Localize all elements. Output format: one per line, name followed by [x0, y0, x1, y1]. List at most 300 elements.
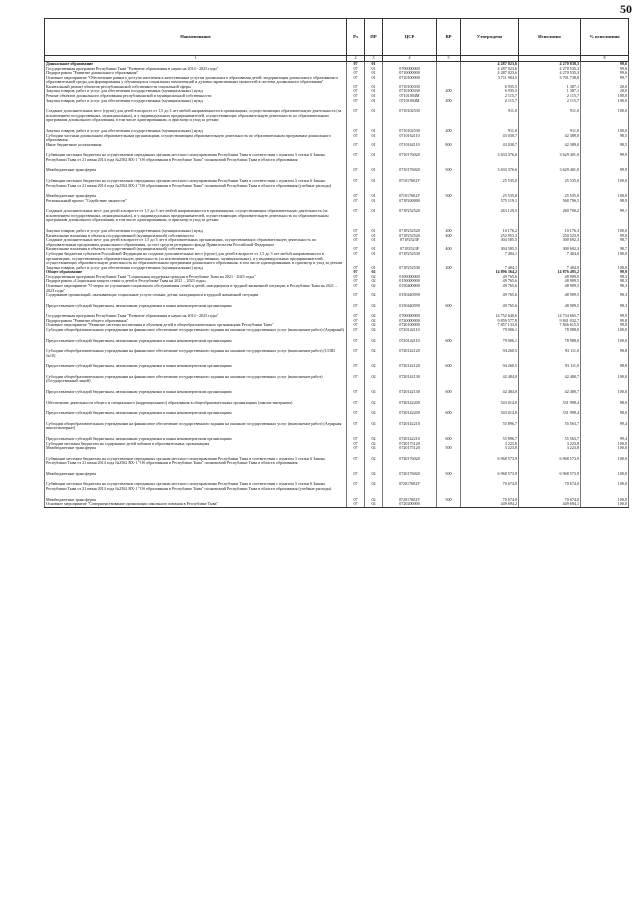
row-percent: 98,7 [581, 247, 629, 252]
row-rz: 07 [347, 179, 365, 188]
row-approved: 42 484,0 [461, 390, 519, 395]
row-percent: 100,0 [581, 328, 629, 333]
row-name: Субвенции местным бюджетам на осуществление переданных органам местного самоуправления Республики Тыва в соответствии с пунктом 3 статьи 6 Закона Республики Тыва от 21 июня 2014 года №2562 ВХ-1 "Об образовании в Республике Тыва" полномочий Республики Тыва в области образования [45, 153, 347, 162]
col-header-approved: Утверждено [461, 19, 519, 56]
row-rz: 07 [347, 401, 365, 406]
row-vr: 600 [437, 304, 461, 309]
row-vr [437, 349, 461, 358]
row-rz: 07 [347, 275, 365, 280]
row-percent: 100,0 [581, 502, 629, 507]
row-executed: 1 387,1 [519, 89, 581, 94]
row-csr: 0710176020 [383, 153, 437, 162]
row-rz: 07 [347, 498, 365, 503]
row-executed: 55 563,7 [519, 422, 581, 431]
row-pr: 02 [365, 284, 383, 293]
row-name: Содержание организаций, оказывающих социальные услуги семьям, детям, находящимся в трудной жизненной ситуации [45, 293, 347, 298]
row-vr [437, 457, 461, 466]
row-vr: 200 [437, 129, 461, 134]
row-approved: 49 765,6 [461, 293, 519, 298]
row-rz: 07 [347, 339, 365, 344]
row-approved: 304 585,5 [461, 247, 519, 252]
row-percent: 99,7 [581, 76, 629, 85]
row-name: Предоставление субсидий бюджетным, автономным учреждениям и иным некоммерческим организациям [45, 390, 347, 395]
row-csr: 0710176020 [383, 168, 437, 173]
row-rz: 07 [347, 209, 365, 223]
row-name: Закупка товаров, работ и услуг для обеспечения государственных (муниципальных) нужд [45, 99, 347, 104]
row-rz: 07 [347, 153, 365, 162]
row-executed: 14 876 495,2 [519, 270, 581, 275]
row-pr: 02 [365, 442, 383, 447]
row-vr: 600 [437, 390, 461, 395]
row-percent: 99,6 [581, 62, 629, 67]
row-approved: 70 674,0 [461, 498, 519, 503]
row-approved: 6 968 573,9 [461, 472, 519, 477]
row-executed: 7 404,0 [519, 252, 581, 266]
row-executed: 4 270 535,3 [519, 71, 581, 76]
row-pr: 02 [365, 364, 383, 369]
row-percent: 100,0 [581, 375, 629, 384]
row-approved: 55 896,7 [461, 422, 519, 431]
row-name: Субсидии общеобразовательным учреждениям на финансовое обеспечение государственного задания на оказание государственных услуг (выполнение работ) (Государственный лицей) [45, 375, 347, 384]
row-executed: 3 223,8 [519, 442, 581, 447]
row-approved: 6 935,5 [461, 89, 519, 94]
row-rz: 07 [347, 168, 365, 173]
col-num: 2 [347, 56, 365, 62]
row-approved: 2 115,7 [461, 99, 519, 104]
row-percent: 100,0 [581, 94, 629, 99]
row-percent: 99,4 [581, 437, 629, 442]
row-percent: 100,0 [581, 472, 629, 477]
row-approved: 6 968 573,9 [461, 457, 519, 466]
row-name: Межбюджетные трансферты [45, 446, 347, 451]
row-rz: 07 [347, 437, 365, 442]
row-approved: 79 006,1 [461, 339, 519, 344]
table-row [45, 457, 629, 466]
row-rz: 07 [347, 94, 365, 99]
row-percent: 99,1 [581, 209, 629, 223]
row-csr: 0710102530 [383, 129, 437, 134]
row-pr: 02 [365, 457, 383, 466]
row-name: Субвенции местным бюджетам на осуществление переданных органам местного самоуправления Республики Тыва в соответствии с пунктом 3 статьи 6 Закона Республики Тыва от 21 июня 2014 года №2562 ВХ-1 "Об образовании в Республике Тыва" полномочий Республики Тыва в области образования [45, 457, 347, 466]
row-vr: 200 [437, 266, 461, 271]
row-executed: 300 692,3 [519, 238, 581, 247]
row-vr [437, 153, 461, 162]
row-rz: 07 [347, 266, 365, 271]
row-rz: 07 [347, 99, 365, 104]
row-pr: 01 [365, 209, 383, 223]
row-pr: 02 [365, 390, 383, 395]
row-percent: 20,0 [581, 85, 629, 90]
row-executed: 4 270 838,3 [519, 62, 581, 67]
row-approved: 449 694,2 [461, 502, 519, 507]
row-executed: 55 563,7 [519, 437, 581, 442]
row-executed: 250 523,9 [519, 234, 581, 239]
row-percent: 100,0 [581, 339, 629, 344]
row-percent: 98,8 [581, 349, 629, 358]
row-rz: 07 [347, 304, 365, 309]
row-vr: 500 [437, 194, 461, 199]
row-executed: 3 629 401,0 [519, 168, 581, 173]
row-vr [437, 375, 461, 384]
row-vr: 800 [437, 143, 461, 148]
row-rz: 07 [347, 279, 365, 284]
row-approved: 70 674,0 [461, 482, 519, 491]
row-name: Межбюджетные трансферты [45, 168, 347, 173]
row-percent: 98,8 [581, 364, 629, 369]
row-approved: 4 287 023,6 [461, 62, 519, 67]
row-pr: 01 [365, 89, 383, 94]
row-rz: 07 [347, 364, 365, 369]
row-pr: 02 [365, 375, 383, 384]
row-percent: 100,0 [581, 129, 629, 134]
row-percent: 100,0 [581, 442, 629, 447]
row-rz: 07 [347, 67, 365, 72]
row-pr: 01 [365, 199, 383, 204]
row-pr: 02 [365, 422, 383, 431]
row-executed: 93 111,0 [519, 364, 581, 369]
row-percent: 98,3 [581, 279, 629, 284]
row-csr: 0710100000 [383, 76, 437, 85]
row-percent: 100,0 [581, 99, 629, 104]
row-rz: 07 [347, 234, 365, 239]
row-executed: 78 988,0 [519, 339, 581, 344]
row-pr: 02 [365, 446, 383, 451]
row-csr: 0720142120 [383, 349, 437, 358]
table-row [45, 482, 629, 491]
row-pr: 01 [365, 266, 383, 271]
row-percent: 99,9 [581, 168, 629, 173]
row-executed: 25 535,0 [519, 194, 581, 199]
row-approved: 94 260,5 [461, 349, 519, 358]
row-pr: 01 [365, 62, 383, 67]
row-executed: 10 176,3 [519, 229, 581, 234]
table-row [45, 179, 629, 188]
row-approved: 43 030,7 [461, 143, 519, 148]
row-name: Закупка товаров, работ и услуг для обеспечения государственных (муниципальных) нужд [45, 89, 347, 94]
row-csr: 0700000000 [383, 67, 437, 72]
row-csr: 071Р252520 [383, 234, 437, 239]
col-header-executed: Исполнено [519, 19, 581, 56]
row-approved: 263 129,5 [461, 209, 519, 223]
row-pr: 01 [365, 229, 383, 234]
budget-table [44, 18, 629, 508]
row-name: Создание дополнительных мест для детей в возрасте от 1,5 до 3 лет в образовательных организациях, осуществляющих образовательную деятельность по образовательным программам дошкольного образования, за счет средств резервного фонда Правительства Российской Федерации [45, 238, 347, 247]
row-csr: 0720176020 [383, 472, 437, 477]
row-csr: 071Р252530 [383, 252, 437, 266]
row-csr: 0720175120 [383, 446, 437, 451]
row-rz: 07 [347, 89, 365, 94]
row-approved: 543 014,0 [461, 401, 519, 406]
row-name: Обеспечение деятельности общего и специального (коррекционного) образования в общеобразовательных организациях (школы-интернаты) [45, 401, 347, 406]
col-num: 4 [383, 56, 437, 62]
row-vr: 200 [437, 229, 461, 234]
row-name: Капитальные вложения в объекты государственной (муниципальной) собственности [45, 234, 347, 239]
row-approved: 911,0 [461, 109, 519, 123]
row-approved: 7 404,1 [461, 252, 519, 266]
row-percent: 99,9 [581, 153, 629, 162]
row-rz: 07 [347, 85, 365, 90]
row-approved: 575 119,1 [461, 199, 519, 204]
row-percent: 100,0 [581, 498, 629, 503]
col-header-percent: % исполнения [581, 19, 629, 56]
row-vr: 500 [437, 472, 461, 477]
row-rz: 07 [347, 442, 365, 447]
row-approved: 3 223,8 [461, 446, 519, 451]
row-approved: 7 404,1 [461, 266, 519, 271]
row-percent: 98,3 [581, 284, 629, 293]
row-approved: 4 287 023,6 [461, 71, 519, 76]
row-executed: 300 692,3 [519, 247, 581, 252]
row-csr: 0710100330 [383, 89, 437, 94]
row-pr: 02 [365, 472, 383, 477]
page-number: 50 [620, 2, 632, 16]
row-pr: 01 [365, 134, 383, 143]
row-percent: 98,5 [581, 134, 629, 143]
row-csr: 071Р252530 [383, 266, 437, 271]
table-row [45, 209, 629, 223]
row-percent: 100,0 [581, 482, 629, 491]
table-row [45, 153, 629, 162]
row-name: Создание дополнительных мест для детей в возрасте от 1,5 до 3 лет любой направленности в организациях, осуществляющих образовательную деятельность (за исключением государственных, муниципальных), и у индивидуальных предпринимателей, осуществляющих образовательную деятельность по образовательным программам дошкольного образования, в том числе адаптированным, и присмотр и уход за детьми [45, 209, 347, 223]
row-pr: 01 [365, 153, 383, 162]
row-percent: 100,0 [581, 446, 629, 451]
row-executed: 531 998,4 [519, 411, 581, 416]
row-approved: 94 260,5 [461, 364, 519, 369]
row-vr [437, 502, 461, 507]
row-rz: 07 [347, 229, 365, 234]
row-csr: 071Р2523F [383, 238, 437, 247]
row-rz: 07 [347, 319, 365, 324]
row-rz: 07 [347, 390, 365, 395]
row-csr: 0710162110 [383, 134, 437, 143]
row-executed: 3 701 738,8 [519, 76, 581, 85]
table-header [45, 19, 629, 62]
row-name: Субсидии общеобразовательным учреждениям на финансовое обеспечение государственного задания на оказание государственных услуг (выполнение работ) (Аграрная школа-интернат) [45, 422, 347, 431]
row-pr: 01 [365, 67, 383, 72]
row-executed: 48 909,5 [519, 275, 581, 280]
row-approved: 14 752 640,6 [461, 314, 519, 319]
table-row [45, 422, 629, 431]
row-pr: 02 [365, 314, 383, 319]
row-name: Субсидии общеобразовательным учреждениям на финансовое обеспечение государственного задания на оказание государственных услуг (выполнение работ) (Аграрный) [45, 328, 347, 333]
row-rz: 07 [347, 446, 365, 451]
row-percent: 99,8 [581, 323, 629, 328]
row-pr: 02 [365, 482, 383, 491]
row-pr: 02 [365, 349, 383, 358]
row-executed: 48 909,5 [519, 284, 581, 293]
row-approved: 43 030,7 [461, 134, 519, 143]
row-rz: 07 [347, 194, 365, 199]
table-row [45, 349, 629, 358]
row-vr: 600 [437, 437, 461, 442]
row-executed: 260 700,2 [519, 209, 581, 223]
row-pr: 01 [365, 71, 383, 76]
row-name: Закупка товаров, работ и услуг для обеспечения государственных (муниципальных) нужд [45, 129, 347, 134]
col-header-name: Наименование [45, 19, 347, 56]
row-pr: 01 [365, 179, 383, 188]
row-percent: 100,0 [581, 252, 629, 266]
row-csr: 072017602У [383, 482, 437, 491]
row-name: Подпрограмма "Развитие дошкольного образования" [45, 71, 347, 76]
row-csr: 0710162110 [383, 143, 437, 148]
row-approved: 9 859 577,8 [461, 319, 519, 324]
row-executed: 42 389,0 [519, 143, 581, 148]
row-approved: 2 115,7 [461, 94, 519, 99]
row-csr: 071017602У [383, 194, 437, 199]
row-approved: 25 535,0 [461, 179, 519, 188]
row-csr: 0710102530 [383, 109, 437, 123]
row-percent: 100,0 [581, 390, 629, 395]
row-percent: 98,5 [581, 143, 629, 148]
row-percent: 98,0 [581, 401, 629, 406]
row-rz: 07 [347, 422, 365, 431]
row-approved: 49 765,6 [461, 284, 519, 293]
row-percent: 98,9 [581, 199, 629, 204]
row-percent: 99,8 [581, 319, 629, 324]
row-percent: 99,4 [581, 422, 629, 431]
row-percent: 99,6 [581, 71, 629, 76]
row-executed: 3 223,8 [519, 446, 581, 451]
row-name: Дошкольное образование [45, 62, 347, 67]
row-vr: 500 [437, 446, 461, 451]
row-executed: 7 846 615,5 [519, 323, 581, 328]
col-header-pr: ПР [365, 19, 383, 56]
row-executed: 531 998,4 [519, 401, 581, 406]
table-row [45, 375, 629, 384]
row-executed: 4 270 535,3 [519, 67, 581, 72]
row-pr: 01 [365, 143, 383, 148]
row-name: Предоставление субсидий бюджетным, автономным учреждениям и иным некоммерческим организациям [45, 304, 347, 309]
row-approved: 42 484,0 [461, 375, 519, 384]
row-approved: 7 857 133,0 [461, 323, 519, 328]
row-percent: 98,3 [581, 304, 629, 309]
row-approved: 3 633 376,6 [461, 168, 519, 173]
row-executed: 2 115,7 [519, 99, 581, 104]
row-csr: 0720142210 [383, 437, 437, 442]
row-vr: 400 [437, 247, 461, 252]
col-num: 8 [581, 56, 629, 62]
row-executed: 93 111,0 [519, 349, 581, 358]
row-executed: 25 535,0 [519, 179, 581, 188]
row-name: Основное мероприятие "Развитие системы воспитания и обучения детей в общеобразовательных организациях Республики Тыва" [45, 323, 347, 328]
row-pr: 01 [365, 252, 383, 266]
row-csr: 07101004М [383, 94, 437, 99]
row-executed: 42 480,7 [519, 375, 581, 384]
row-executed: 3 629 401,0 [519, 153, 581, 162]
row-vr: 400 [437, 234, 461, 239]
row-percent: 98,3 [581, 293, 629, 298]
row-csr: 0710000000 [383, 71, 437, 76]
row-csr: 0150440590 [383, 293, 437, 298]
row-name: Государственная программа Республики Тыва "Социальная поддержка граждан в Республике Тыва на 2021 - 2023 годы" [45, 275, 347, 280]
table-row [45, 502, 629, 507]
row-pr: 01 [365, 99, 383, 104]
row-pr: 01 [365, 194, 383, 199]
row-rz: 07 [347, 349, 365, 358]
row-percent: 98,7 [581, 238, 629, 247]
row-csr: 0720142200 [383, 411, 437, 416]
row-vr [437, 252, 461, 266]
row-csr: 071Р252520 [383, 209, 437, 223]
row-executed: 42 389,0 [519, 134, 581, 143]
row-executed: 42 480,7 [519, 390, 581, 395]
row-rz: 07 [347, 284, 365, 293]
row-approved: 49 765,6 [461, 275, 519, 280]
row-rz: 07 [347, 375, 365, 384]
row-name: Ремонт объектов дошкольного образования республиканской и муниципальной собственности [45, 94, 347, 99]
row-name: Межбюджетные трансферты [45, 498, 347, 503]
row-executed: 6 968 573,9 [519, 472, 581, 477]
row-csr: 0720100000 [383, 323, 437, 328]
row-pr: 02 [365, 319, 383, 324]
row-executed: 911,0 [519, 109, 581, 123]
row-csr: 0720142210 [383, 422, 437, 431]
row-pr: 02 [365, 293, 383, 298]
row-executed: 48 909,5 [519, 304, 581, 309]
row-csr: 071017602У [383, 179, 437, 188]
row-pr: 01 [365, 76, 383, 85]
col-header-rz: Рз [347, 19, 365, 56]
row-vr [437, 482, 461, 491]
row-name: Региональный проект "Содействие занятости" [45, 199, 347, 204]
row-name: Предоставление субсидий бюджетным, автономным учреждениям и иным некоммерческим организациям [45, 364, 347, 369]
table-row [45, 109, 629, 123]
row-executed: 70 674,0 [519, 482, 581, 491]
row-approved: 304 585,5 [461, 238, 519, 247]
row-percent: 98,3 [581, 275, 629, 280]
row-pr: 02 [365, 401, 383, 406]
row-csr: 0710100330 [383, 85, 437, 90]
row-name: Общее образование [45, 270, 347, 275]
row-pr: 01 [365, 234, 383, 239]
row-csr: 0720000000 [383, 319, 437, 324]
row-pr: 01 [365, 238, 383, 247]
row-percent: 99,0 [581, 234, 629, 239]
row-csr: 0150000000 [383, 279, 437, 284]
row-csr: 0720142110 [383, 339, 437, 344]
row-approved: 3 223,8 [461, 442, 519, 447]
row-name: Иные бюджетные ассигнования [45, 143, 347, 148]
table-row [45, 252, 629, 266]
row-name: Подпрограмма "Развитие общего образования" [45, 319, 347, 324]
row-rz: 07 [347, 502, 365, 507]
row-csr: 0150440590 [383, 304, 437, 309]
row-name: Капитальные вложения в объекты государственной (муниципальной) собственности [45, 247, 347, 252]
row-pr: 02 [365, 275, 383, 280]
row-rz: 07 [347, 199, 365, 204]
row-name: Основное мероприятие "О мерах по улучшению социального обслуживания семей и детей, находящихся в трудной жизненной ситуации, в Республике Тыва на 2021 – 2023 годы" [45, 284, 347, 293]
row-pr: 01 [365, 129, 383, 134]
row-csr: 0720142110 [383, 328, 437, 333]
row-name: Подпрограмма «Социальная защита семьи и детей в Республике Тыва на 2021 – 2023 годы» [45, 279, 347, 284]
row-percent: 100,0 [581, 194, 629, 199]
row-approved: 49 765,6 [461, 304, 519, 309]
row-approved: 3 711 904,5 [461, 76, 519, 85]
row-csr: 07101004М [383, 99, 437, 104]
row-pr: 02 [365, 270, 383, 275]
row-name: Закупка товаров, работ и услуг для обеспечения государственных (муниципальных) нужд [45, 229, 347, 234]
row-csr: 0720176020 [383, 457, 437, 466]
row-csr: 0720142120 [383, 364, 437, 369]
row-csr: 071Р252520 [383, 229, 437, 234]
row-approved: 25 535,0 [461, 194, 519, 199]
row-rz: 07 [347, 76, 365, 85]
row-vr [437, 109, 461, 123]
row-csr: 0150400000 [383, 284, 437, 293]
row-name: Государственная программа Республики Тыва "Развитие образования и науки на 2014 - 2025 годы" [45, 314, 347, 319]
row-rz: 07 [347, 109, 365, 123]
row-executed: 1 387,1 [519, 85, 581, 90]
